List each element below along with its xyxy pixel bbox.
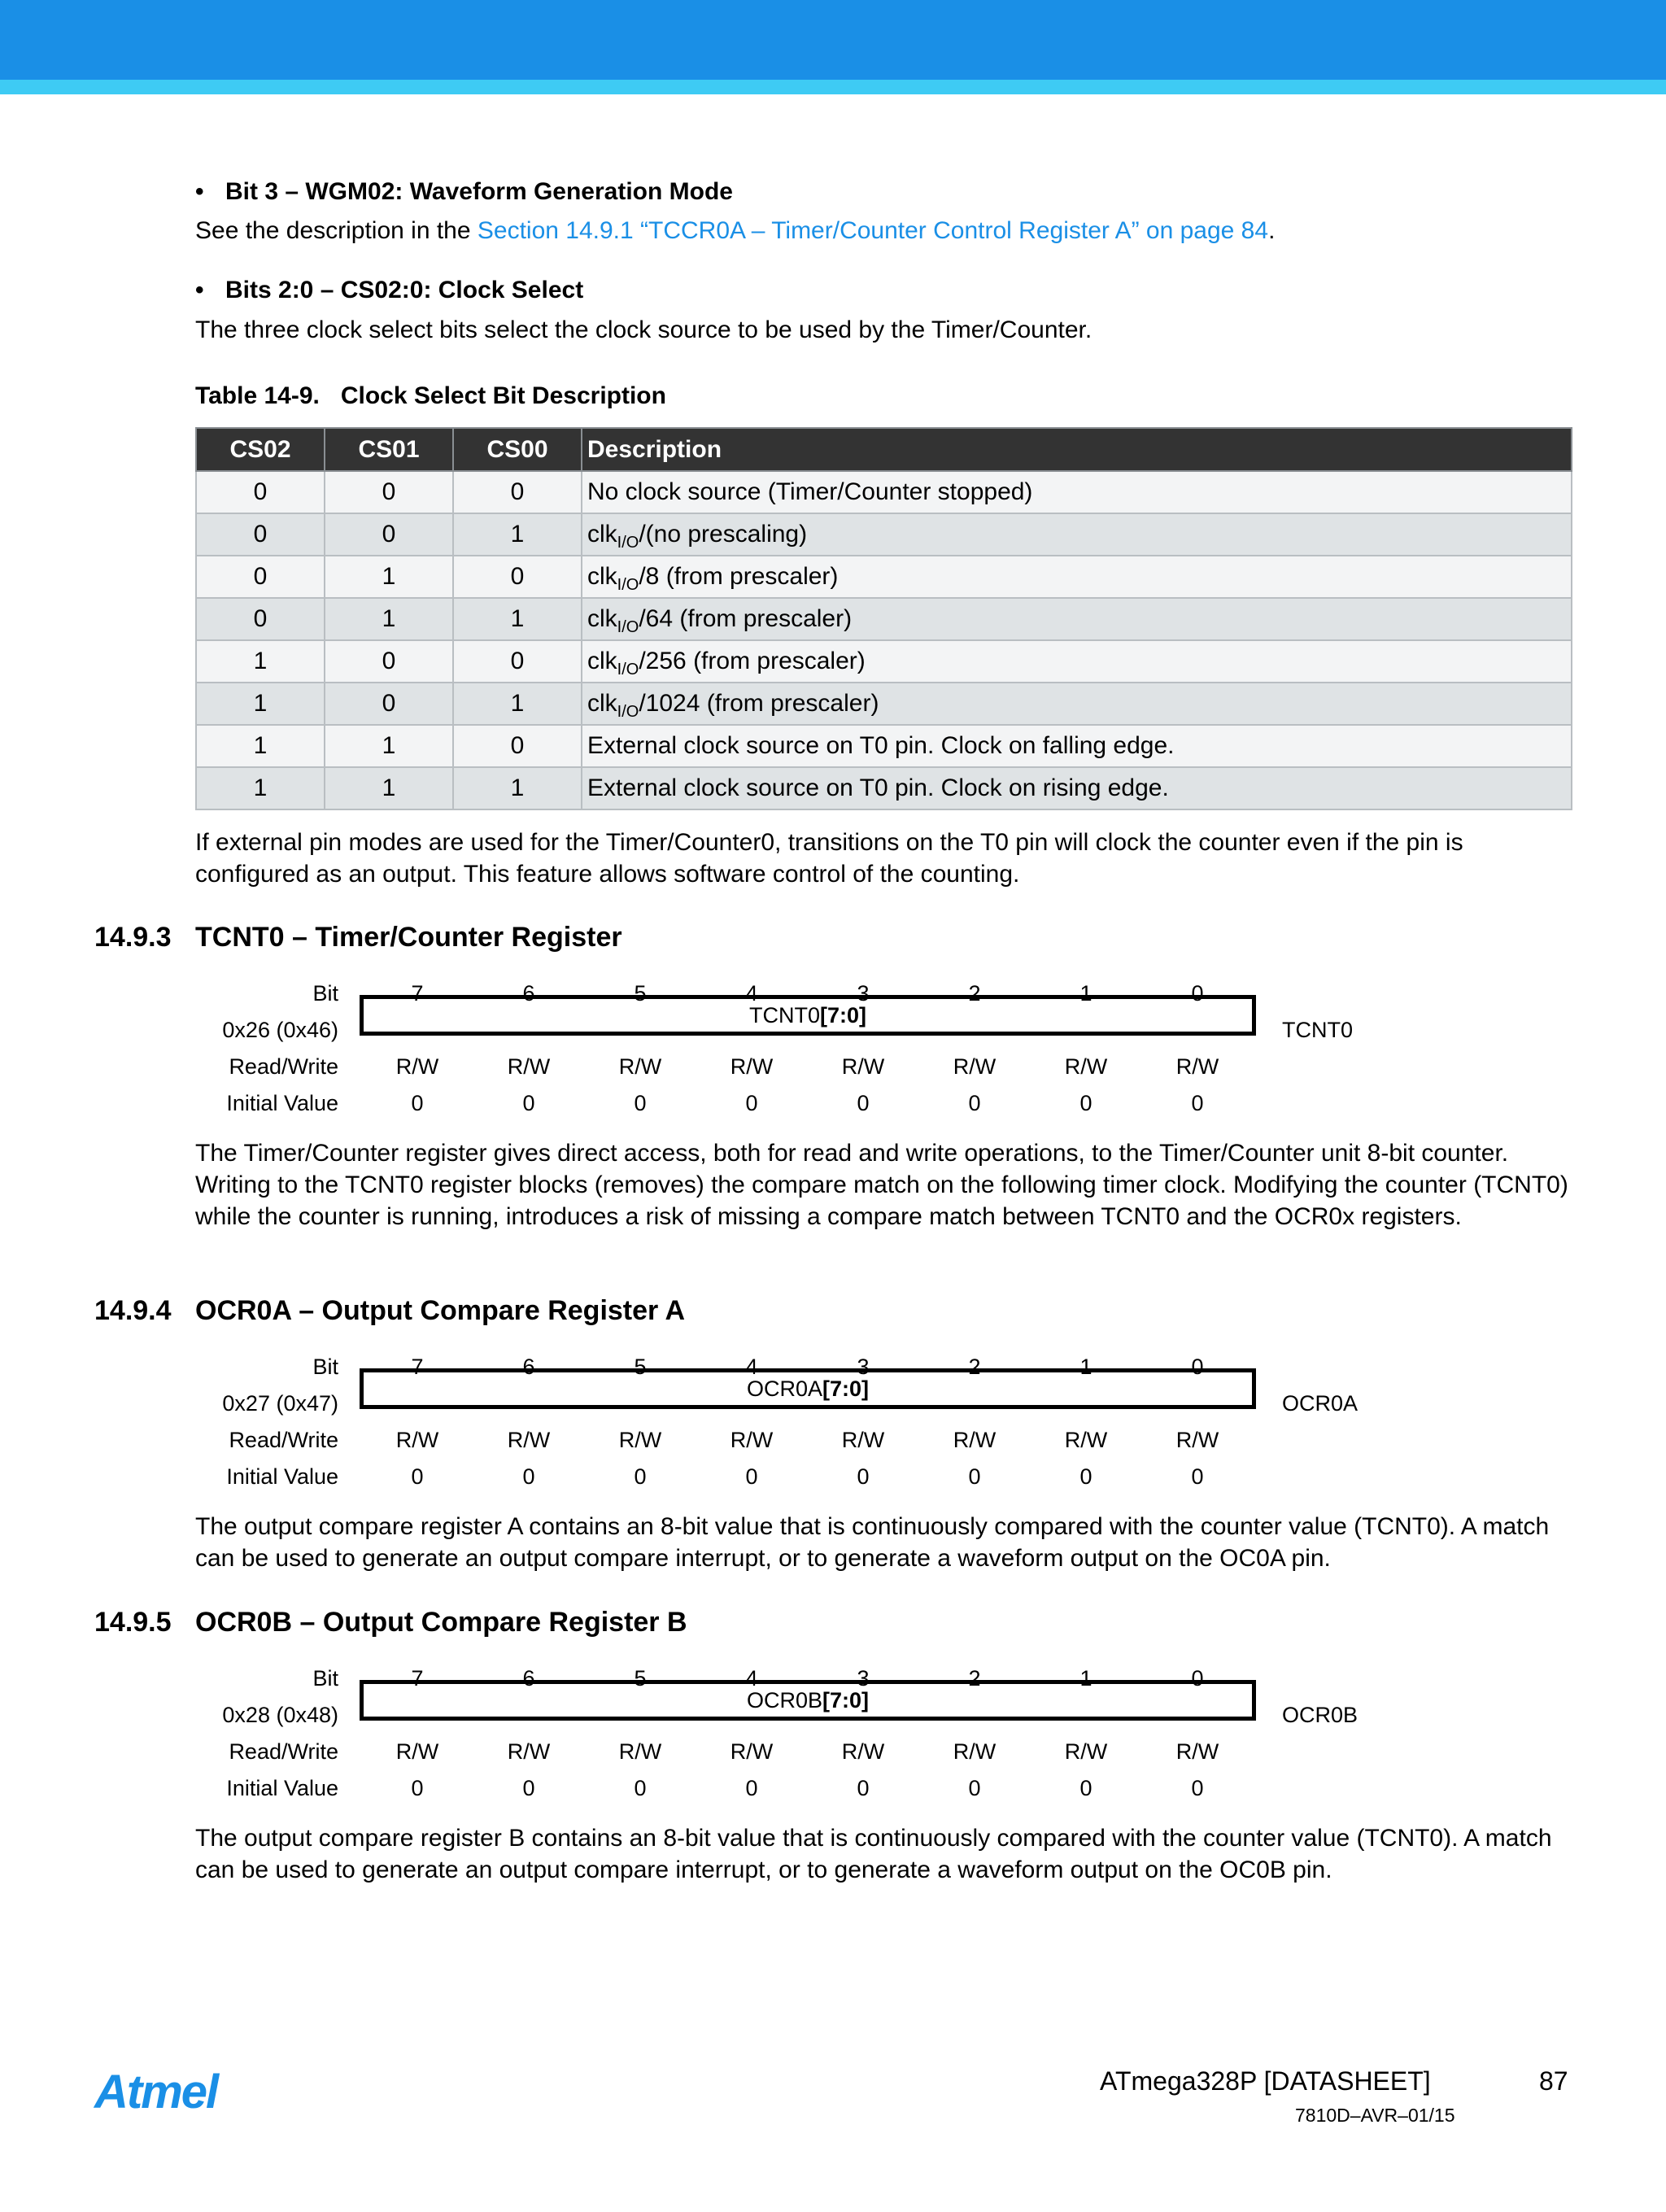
header-bar [0,0,1666,80]
access-cell: R/W [395,1054,439,1079]
cell-description: No clock source (Timer/Counter stopped) [582,471,1572,513]
field-range: [7:0] [819,1003,866,1027]
initial-cell: 0 [745,1464,758,1489]
cell-cs01: 1 [325,725,453,767]
table-row [196,471,1572,513]
initial-cell: 0 [522,1464,535,1489]
cell-cs00: 1 [453,683,582,725]
tcnt0-description: The Timer/Counter register gives direct access, both for read and write operations, to the Timer/Counter unit 8-bit counter. Writing to the TCNT0 register blocks (removes) the compare match on the following timer clock. Modifying the counter (TCNT0) while the counter is running, introduces a risk of missing a compare match between TCNT0 and the OCR0x registers. [195,1140,1568,1230]
footer-document-title: ATmega328P [DATASHEET] [1100,2066,1431,2096]
initial-cell: 0 [634,1091,647,1115]
section-title: OCR0A – Output Compare Register A [195,1295,686,1326]
read-write-label: Read/Write [229,1054,338,1079]
cell-cs02: 1 [196,725,325,767]
register-field-box [360,1368,1256,1409]
read-write-label: Read/Write [229,1428,338,1452]
cell-cs02: 1 [196,683,325,725]
register-field-box [360,995,1256,1036]
header-stripe [0,80,1666,94]
bit-label: Bit [312,1666,338,1691]
initial-cell: 0 [1079,1464,1092,1489]
cell-cs00: 1 [453,767,582,809]
initial-cell: 0 [411,1091,424,1115]
initial-cell: 0 [968,1091,981,1115]
initial-cell: 0 [857,1464,870,1489]
initial-cell: 0 [1191,1091,1204,1115]
table-number: Table 14-9. [195,382,320,409]
section-heading-ocr0b [94,1607,687,1638]
register-diagram-tcnt0 [195,981,1415,1128]
bits20-description: The three clock select bits select the clock source to be used by the Timer/Counter. [195,316,1092,343]
initial-cell: 0 [968,1776,981,1800]
external-pin-note: If external pin modes are used for the Timer/Counter0, transitions on the T0 pin will clock the counter even if the pin is configured as an output. This feature allows software control of the counting. [195,829,1463,888]
address: 0x28 (0x48) [222,1703,338,1727]
initial-cell: 0 [968,1464,981,1489]
access-cell: R/W [1175,1428,1219,1452]
section-number: 14.9.5 [94,1607,172,1638]
access-cell: R/W [395,1739,439,1764]
initial-cell: 0 [522,1776,535,1800]
access-cell: R/W [1175,1054,1219,1079]
ocr0a-description: The output compare register A contains an 8-bit value that is continuously compared with the counter value (TCNT0). A match can be used to generate an output compare interrupt, or to generate a waveform output on the OC0A pin. [195,1513,1550,1572]
bit3-description: See the description in the Section 14.9.1 “TCCR0A – Timer/Counter Control Register A” on page 84. [195,217,1276,244]
bit-label: Bit [312,981,338,1006]
cell-cs02: 0 [196,556,325,598]
bit-number: 4 [745,981,758,1006]
register-name: TCNT0 [1282,1018,1353,1042]
bit-number: 5 [634,1355,647,1379]
cell-cs02: 0 [196,513,325,556]
table-row [196,513,1572,556]
bit-number: 4 [745,1666,758,1691]
field-name: OCR0B [746,1688,822,1712]
access-cell: R/W [730,1428,774,1452]
bit-number: 4 [745,1355,758,1379]
bit-number: 0 [1191,1355,1204,1379]
table-row [196,598,1572,640]
access-cell: R/W [1064,1054,1108,1079]
section-link[interactable]: Section 14.9.1 “TCCR0A – Timer/Counter Control Register A” on page 84 [477,217,1269,244]
access-cell: R/W [730,1739,774,1764]
access-cell: R/W [953,1054,997,1079]
cell-description: clk$_{I/O}$/8 (from prescaler) [582,556,1572,598]
access-cell: R/W [507,1054,551,1079]
initial-value-label: Initial Value [226,1464,338,1489]
atmel-logo: Atmel [94,2066,218,2118]
cell-cs00: 1 [453,513,582,556]
bullet-dot: • [195,178,204,205]
bit-number: 7 [411,1355,424,1379]
bit-number: 6 [522,1666,535,1691]
cell-cs00: 0 [453,556,582,598]
bit-number: 5 [634,1666,647,1691]
cell-cs02: 1 [196,640,325,683]
cell-cs01: 1 [325,556,453,598]
cell-description: clk$_{I/O}$/64 (from prescaler) [582,598,1572,640]
cell-description: clk$_{I/O}$/(no prescaling) [582,513,1572,556]
section-number: 14.9.3 [94,922,172,953]
initial-cell: 0 [634,1776,647,1800]
cell-description: External clock source on T0 pin. Clock on falling edge. [582,725,1572,767]
address: 0x27 (0x47) [222,1391,338,1416]
initial-cell: 0 [1191,1776,1204,1800]
bit-number: 7 [411,1666,424,1691]
access-cell: R/W [1064,1739,1108,1764]
table-row [196,725,1572,767]
page-number: 87 [1539,2066,1568,2096]
table-row [196,556,1572,598]
cell-description: clk$_{I/O}$/256 (from prescaler) [582,640,1572,683]
col-header-description: Description [582,428,1572,471]
clock-select-table [195,427,1572,810]
bullet-dot: • [195,277,204,303]
address: 0x26 (0x46) [222,1018,338,1042]
initial-cell: 0 [745,1776,758,1800]
read-write-label: Read/Write [229,1739,338,1764]
cell-cs01: 0 [325,513,453,556]
access-cell: R/W [953,1739,997,1764]
initial-cell: 0 [857,1091,870,1115]
initial-cell: 0 [1079,1091,1092,1115]
section-title: TCNT0 – Timer/Counter Register [195,922,622,953]
initial-cell: 0 [634,1464,647,1489]
table-header-row [196,428,1572,471]
document-code: 7810D–AVR–01/15 [1295,2105,1455,2126]
bullet-bits20 [195,274,583,306]
register-field-box [360,1680,1256,1721]
bit-number: 6 [522,981,535,1006]
table-row [196,640,1572,683]
bit-number: 5 [634,981,647,1006]
register-name: OCR0B [1282,1703,1359,1727]
access-cell: R/W [618,1054,662,1079]
access-cell: R/W [1064,1428,1108,1452]
initial-cell: 0 [411,1464,424,1489]
cell-cs00: 0 [453,640,582,683]
bit-number: 3 [857,981,870,1006]
register-diagram-ocr0a [195,1355,1415,1501]
initial-value-label: Initial Value [226,1091,338,1115]
access-cell: R/W [730,1054,774,1079]
initial-cell: 0 [522,1091,535,1115]
register-diagram-ocr0b [195,1666,1415,1813]
bit-number: 0 [1191,981,1204,1006]
cell-cs01: 0 [325,640,453,683]
initial-cell: 0 [1191,1464,1204,1489]
cell-cs00: 0 [453,725,582,767]
col-header-cs01: CS01 [325,428,453,471]
section-title: OCR0B – Output Compare Register B [195,1607,687,1638]
access-cell: R/W [841,1054,885,1079]
table-caption [195,382,666,410]
bit-number: 6 [522,1355,535,1379]
field-name: TCNT0 [748,1003,820,1027]
cell-cs02: 0 [196,598,325,640]
section-heading-ocr0a [94,1295,685,1327]
access-cell: R/W [507,1739,551,1764]
cell-description: clk$_{I/O}$/1024 (from prescaler) [582,683,1572,725]
register-name: OCR0A [1282,1391,1359,1416]
initial-cell: 0 [411,1776,424,1800]
bits20-heading: Bits 2:0 – CS02:0: Clock Select [225,277,584,303]
access-cell: R/W [618,1428,662,1452]
bit-number: 2 [968,1355,981,1379]
cell-cs01: 1 [325,598,453,640]
cell-cs00: 1 [453,598,582,640]
field-range: [7:0] [822,1377,870,1401]
bit-number: 3 [857,1666,870,1691]
cell-cs02: 0 [196,471,325,513]
bit-number: 3 [857,1355,870,1379]
access-cell: R/W [618,1739,662,1764]
col-header-cs02: CS02 [196,428,325,471]
bit3-heading: Bit 3 – WGM02: Waveform Generation Mode [225,178,733,205]
bit-number: 0 [1191,1666,1204,1691]
access-cell: R/W [841,1739,885,1764]
bit-number: 1 [1079,1666,1092,1691]
col-header-cs00: CS00 [453,428,582,471]
bit-number: 1 [1079,1355,1092,1379]
initial-cell: 0 [1079,1776,1092,1800]
table-row [196,683,1572,725]
access-cell: R/W [1175,1739,1219,1764]
section-heading-tcnt0 [94,922,622,953]
field-range: [7:0] [822,1688,870,1712]
bullet-bit3 [195,176,733,207]
bit-number: 2 [968,1666,981,1691]
cell-cs01: 0 [325,471,453,513]
bit-number: 1 [1079,981,1092,1006]
table-title: Clock Select Bit Description [340,382,666,409]
bit-number: 2 [968,981,981,1006]
initial-cell: 0 [857,1776,870,1800]
cell-description: External clock source on T0 pin. Clock on rising edge. [582,767,1572,809]
field-name: OCR0A [746,1377,822,1401]
bit-number: 7 [411,981,424,1006]
ocr0b-description: The output compare register B contains an 8-bit value that is continuously compared with the counter value (TCNT0). A match can be used to generate an output compare interrupt, or to generate a waveform output on the OC0B pin. [195,1825,1552,1883]
access-cell: R/W [953,1428,997,1452]
section-number: 14.9.4 [94,1295,172,1326]
table-row [196,767,1572,809]
initial-value-label: Initial Value [226,1776,338,1800]
cell-cs01: 1 [325,767,453,809]
bit-label: Bit [312,1355,338,1379]
access-cell: R/W [841,1428,885,1452]
access-cell: R/W [507,1428,551,1452]
access-cell: R/W [395,1428,439,1452]
cell-cs01: 0 [325,683,453,725]
cell-cs02: 1 [196,767,325,809]
cell-cs00: 0 [453,471,582,513]
initial-cell: 0 [745,1091,758,1115]
